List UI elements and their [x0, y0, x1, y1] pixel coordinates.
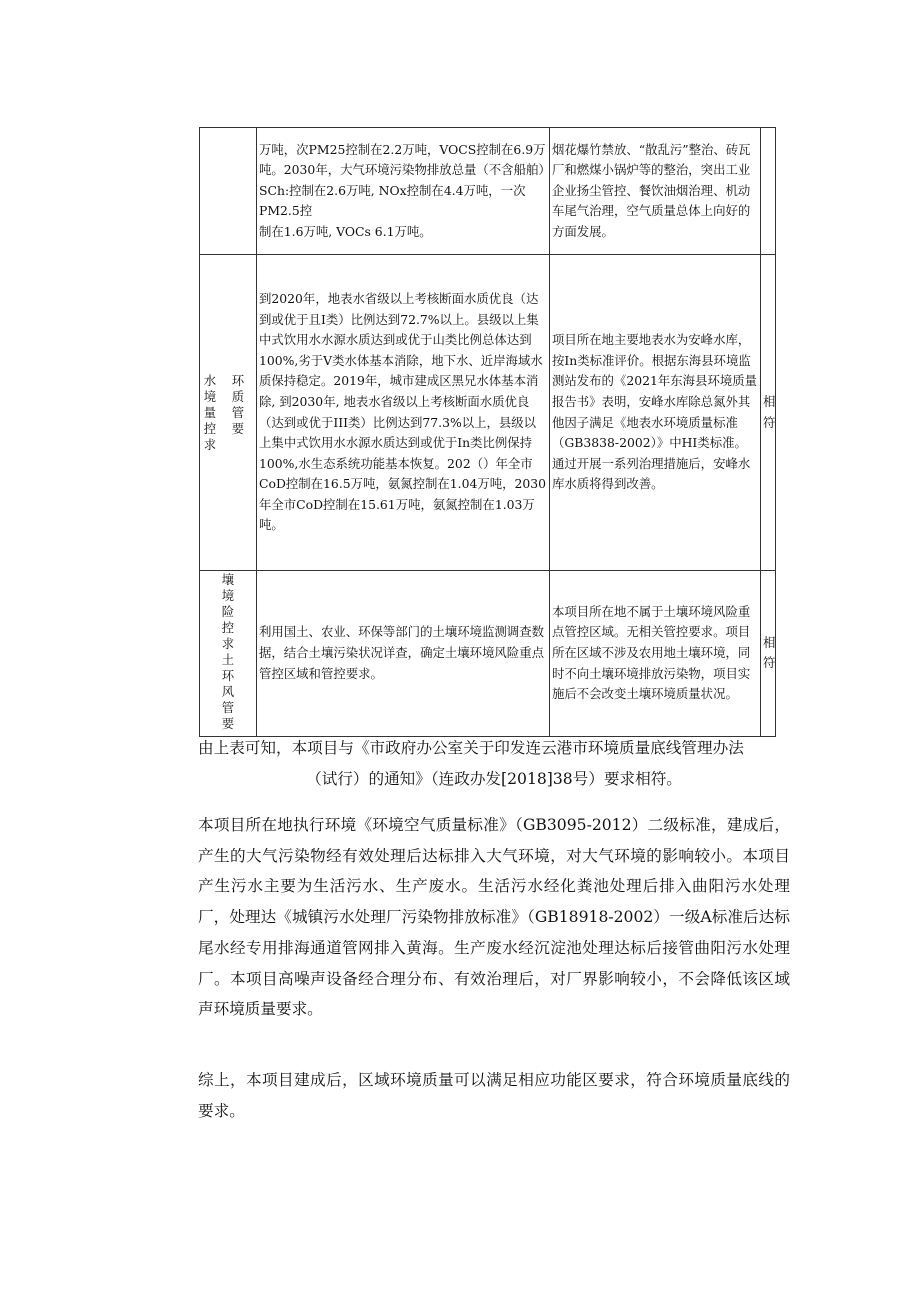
summary-paragraph: 综上，本项目建成后，区域环境质量可以满足相应功能区要求，符合环境质量底线的要求。 [198, 1071, 790, 1120]
analysis-cell: 本项目所在地不属于土壤环境风险重点管控区域。无相关管控要求。项目所在区域不涉及农用地土壤环境，同时不向土壤环境排放污染物，项目实施后不会改变土壤环境质量状况。 [550, 571, 761, 737]
category-cell [200, 255, 257, 571]
analysis-cell: 项目所在地主要地表水为安峰水库，按In类标准评价。根据东海县环境监测站发布的《2021年东海县环境质量报告书》表明，安峰水库除总氮外其他因子满足《地表水环境质量标准（GB3838-2002）》中HI类标准。通过开展一系列治理措施后，安峰水库水质将得到改善。 [550, 255, 761, 571]
table-row [200, 255, 776, 571]
category-cell [200, 128, 257, 255]
category-right-text: 环质管要 [231, 372, 245, 436]
requirement-cell: 利用国土、农业、环保等部门的土壤环境监测调查数据，结合土壤污染状况详查，确定土壤环境风险重点管控区域和管控要求。 [257, 571, 550, 737]
water-category-label [202, 373, 258, 453]
category-left-text: 水境量控求 [203, 372, 217, 452]
requirement-cell [257, 128, 550, 255]
table-row [200, 571, 776, 737]
requirement-cell: 到2020年，地表水省级以上考核断面水质优良（达到或优于且I类）比例达到72.7%以上。县级以上集中式饮用水水源水质达到或优于山类比例总体达到100%,劣于V类水体基本消除，地下水、近岸海域水质保持稳定。2019年，城市建成区黑兄水体基本消除, 到2030年, 地表水省级以上考核断面水质优良（达到或优于III类）比例达到77.3%以上，县级以上集中式饮用水水源水质达到或优于In类比例保持100%,水生态系统功能基本恢复。202（）年全市CoD控制在16.5万吨，氨氮控制在1.04万吨，2030年全市CoD控制在15.61万吨，氨氮控制在1.03万吨。 [257, 255, 550, 571]
result-cell: 相符 [761, 255, 776, 571]
result-cell [761, 128, 776, 255]
environment-analysis-paragraph: 本项目所在地执行环境《环境空气质量标准》（GB3095-2012）二级标准，建成后，产生的大气污染物经有效处理后达标排入大气环境，对大气环境的影响较小。本项目产生污水主要为生活污水、生产废水。生活污水经化粪池处理后排入曲阳污水处理厂，处理达《城镇污水处理厂污染物排放标准》（GB18918-2002）一级A标准后达标尾水经专用排海通道管网排入黄海。生产废水经沉淀池处理达标后接管曲阳污水处理厂。本项目高噪声设备经合理分布、有效治理后，对厂界影响较小，不会降低该区域声环境质量要求。 [198, 816, 790, 1019]
conclusion-paragraph-line1: 由上表可知，本项目与《市政府办公室关于印发连云港市环境质量底线管理办法 [198, 739, 744, 757]
category-cell [200, 571, 257, 737]
soil-category-label: 壤境险控求土环风管要 [221, 572, 235, 731]
conclusion-paragraph-line2: （试行）的通知》（连政办发[2018]38号）要求相符。 [306, 770, 682, 788]
table-row [200, 128, 776, 255]
analysis-cell: 烟花爆竹禁放、“散乱污”整治、砖瓦厂和燃煤小锅炉等的整治，突出工业企业扬尘管控、餐饮油烟治理、机动车尾气治理，空气质量总体上向好的方面发展。 [550, 128, 761, 255]
result-cell: 相符 [761, 571, 776, 737]
requirement-text: 万吨，次PM25控制在2.2万吨，VOCS控制在6.9万吨。2030年，大气环境污染物排放总量（不含船舶）SCh:控制在2.6万吨, NOx控制在4.4万吨，一次PM2.5控 制在1.6万吨, VOCs 6.1万吨。 [259, 141, 546, 239]
compliance-table [199, 127, 776, 737]
